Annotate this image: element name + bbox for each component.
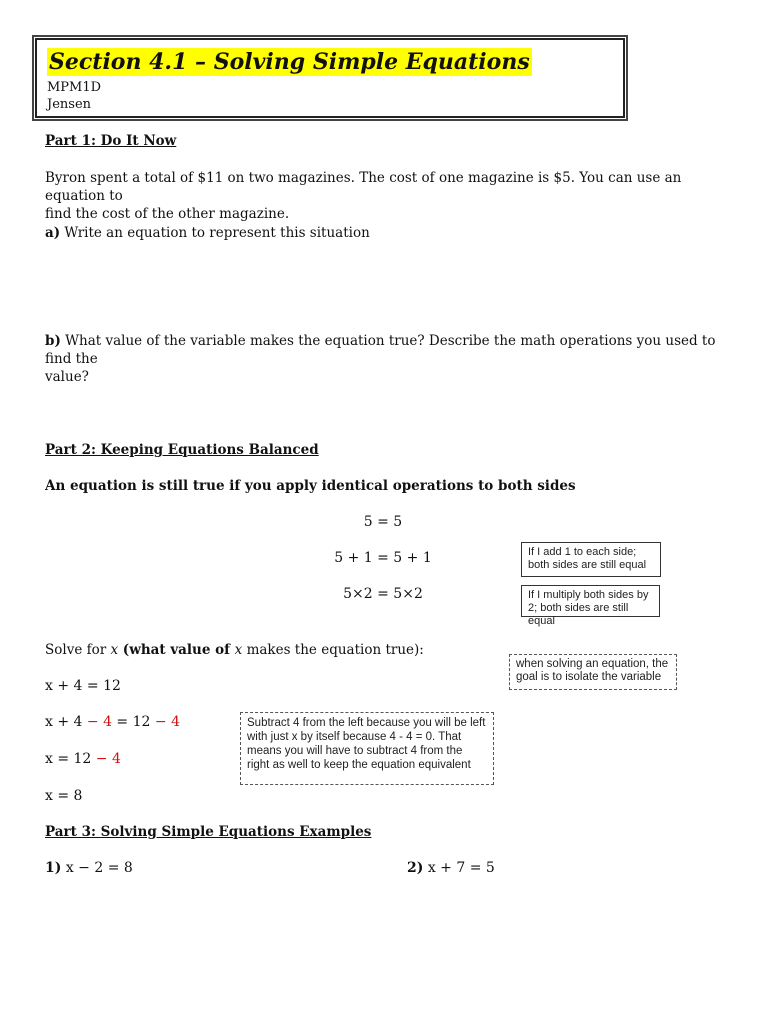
solve-var-1: x	[110, 642, 119, 658]
step2-subtract-left: − 4	[82, 714, 112, 730]
question-b	[45, 332, 725, 386]
note-subtract-explanation: Subtract 4 from the left because you will be left with just x by itself because 4 - 4 = 0. That means you will have to subtract 4 from the right as well to keep the equation equivalent	[240, 712, 494, 785]
equation-2: 5 + 1 = 5 + 1	[334, 550, 432, 566]
solve-step-4: x = 8	[45, 788, 83, 804]
question-b-text-2: value?	[45, 369, 89, 385]
solve-var-2: x	[234, 642, 243, 658]
example-2-label: 2)	[407, 860, 424, 876]
solve-step-1: x + 4 = 12	[45, 678, 121, 694]
example-1-equation: x − 2 = 8	[61, 860, 133, 876]
question-b-text-1: What value of the variable makes the equation true? Describe the math operations you used to find the	[45, 333, 716, 367]
example-2	[407, 860, 495, 876]
part1-problem	[45, 169, 725, 223]
solve-step-2	[45, 714, 180, 730]
balance-statement: An equation is still true if you apply identical operations to both sides	[45, 478, 576, 494]
question-a-label: a)	[45, 225, 61, 241]
note-add-both-sides: If I add 1 to each side; both sides are still equal	[521, 542, 661, 577]
example-1	[45, 860, 133, 876]
step2-left: x + 4	[45, 714, 83, 730]
problem-line-1: Byron spent a total of $11 on two magazines. The cost of one magazine is $5. You can use an equation to	[45, 170, 682, 204]
step2-subtract-right: − 4	[150, 714, 180, 730]
equation-3: 5×2 = 5×2	[343, 586, 423, 602]
equation-1: 5 = 5	[363, 514, 403, 530]
part2-heading: Part 2: Keeping Equations Balanced	[45, 442, 319, 458]
part3-heading: Part 3: Solving Simple Equations Examples	[45, 824, 372, 840]
solve-prompt	[45, 642, 424, 658]
part1-heading: Part 1: Do It Now	[45, 133, 177, 149]
page-title: Section 4.1 – Solving Simple Equations	[49, 49, 530, 75]
question-a	[45, 224, 725, 242]
note-isolate-variable: when solving an equation, the goal is to isolate the variable	[509, 654, 677, 690]
step2-right: = 12	[111, 714, 151, 730]
step3-main: x = 12	[45, 751, 92, 767]
question-a-text: Write an equation to represent this situation	[60, 225, 370, 241]
solve-prompt-c: makes the equation true):	[242, 642, 424, 658]
note-multiply-both-sides: If I multiply both sides by 2; both sides are still equal	[521, 585, 660, 617]
course-code: MPM1D	[47, 80, 102, 95]
step3-subtract: − 4	[91, 751, 121, 767]
solve-step-3	[45, 751, 121, 767]
example-2-equation: x + 7 = 5	[423, 860, 495, 876]
solve-prompt-a: Solve for	[45, 642, 111, 658]
example-1-label: 1)	[45, 860, 62, 876]
solve-prompt-b: (what value of	[118, 642, 235, 658]
header-box	[35, 38, 625, 118]
problem-line-2: find the cost of the other magazine.	[45, 206, 290, 222]
question-b-label: b)	[45, 333, 61, 349]
teacher-name: Jensen	[47, 97, 92, 112]
